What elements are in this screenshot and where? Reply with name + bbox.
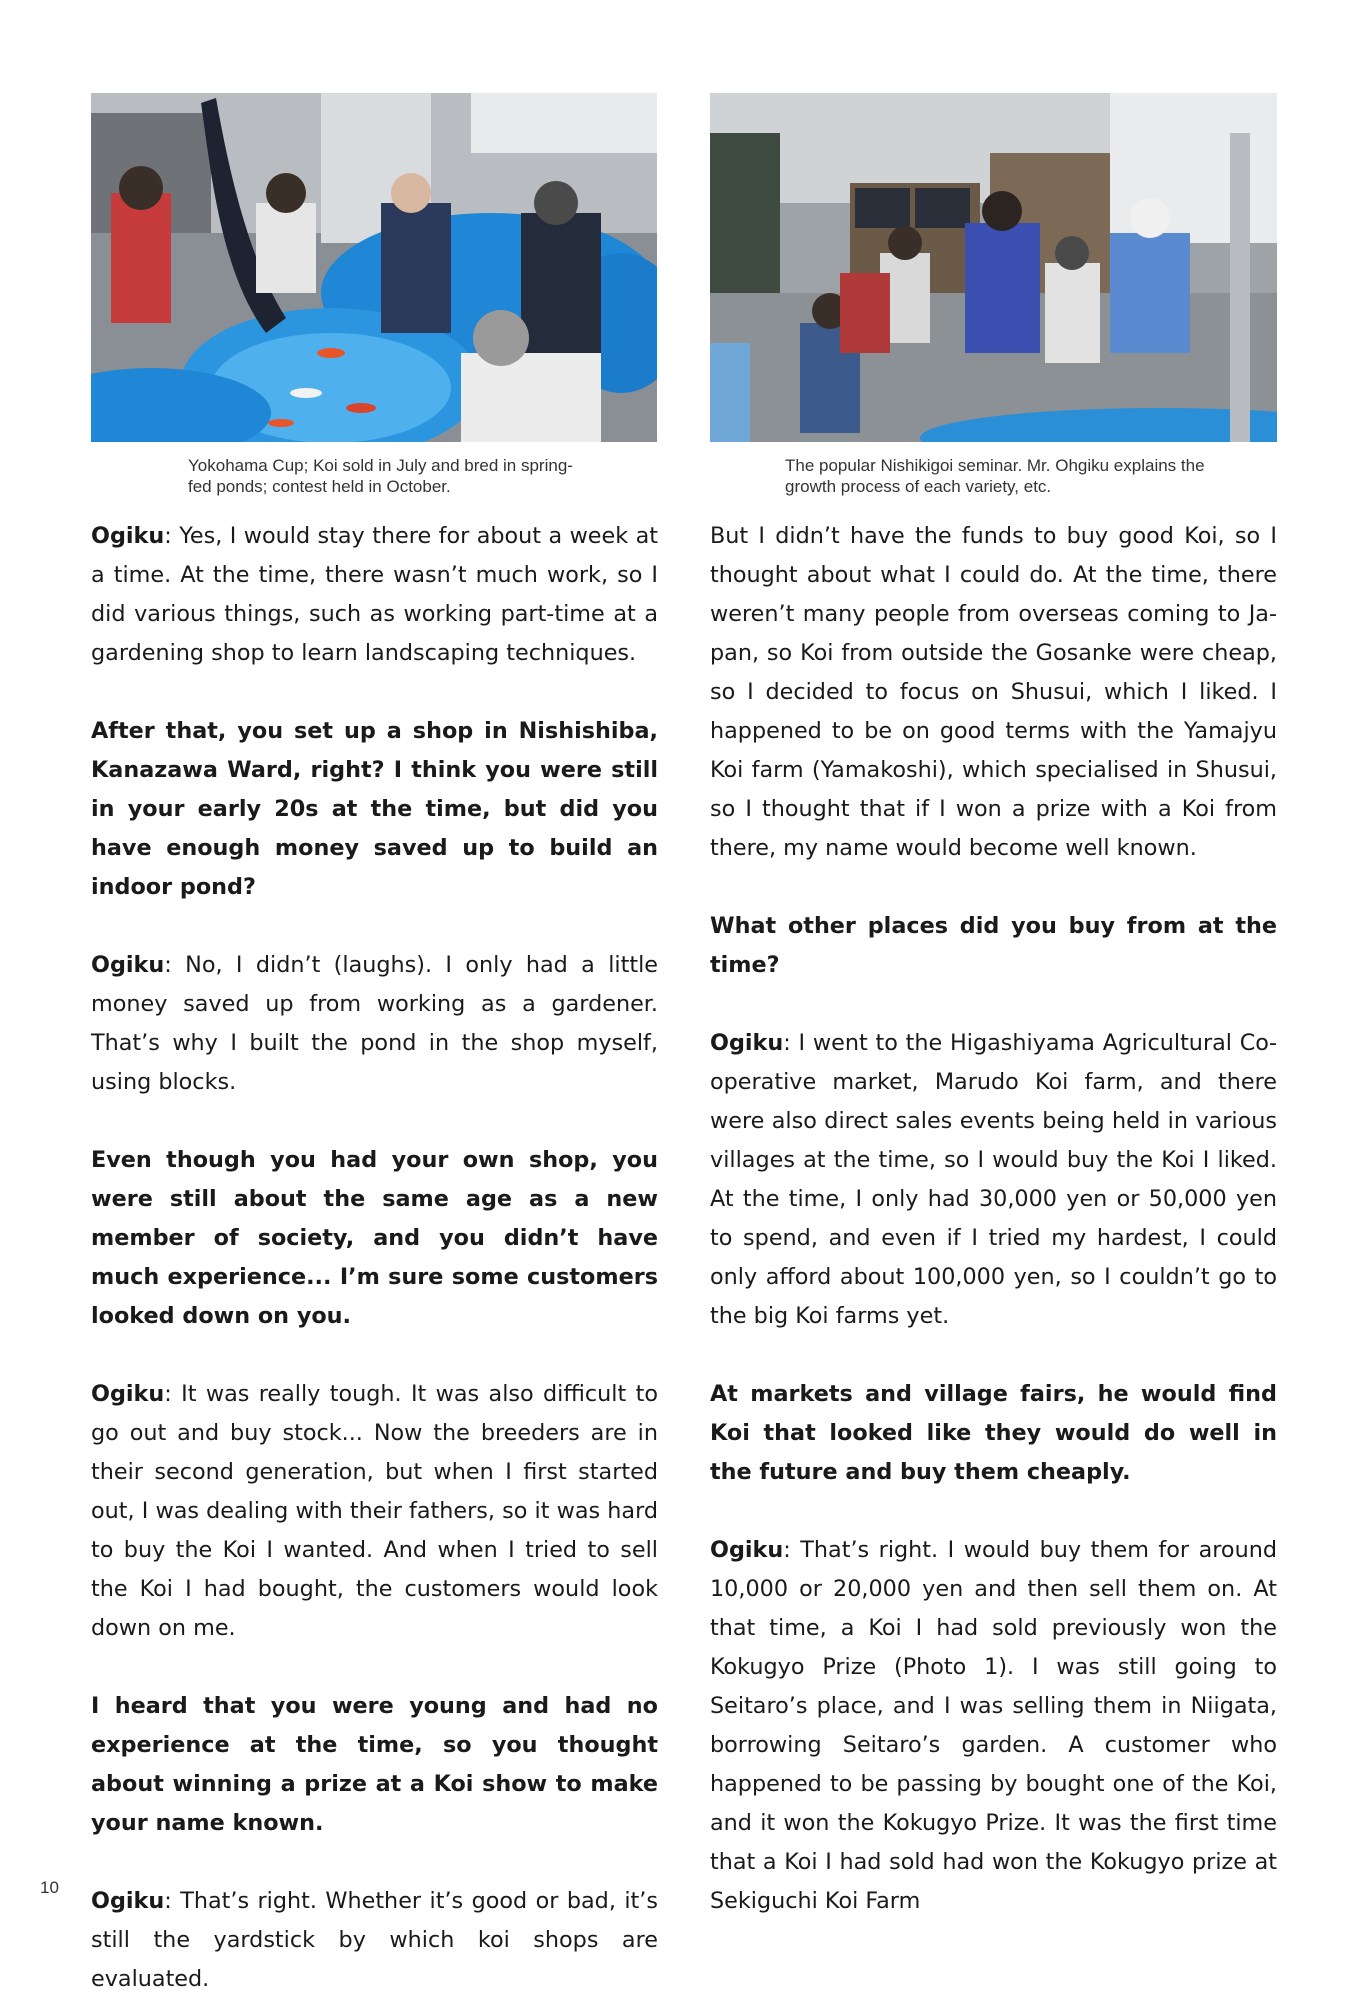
- interviewer-question: Even though you had your own shop, you were still about the same age as a new member of society, and you didn’t have much experience... I’m sure some customers looked down on you.: [91, 1147, 658, 1329]
- interviewer-question: At markets and village fairs, he would find Koi that looked like they would do well in the future and buy them cheaply.: [710, 1381, 1277, 1485]
- interviewer-question: I heard that you were young and had no experience at the time, so you thought about winning a prize at a Koi show to make your name known.: [91, 1693, 658, 1836]
- article-column-right: [710, 517, 1277, 1921]
- photo-caption-left: Yokohama Cup; Koi sold in July and bred in spring-fed ponds; contest held in October.: [188, 456, 573, 496]
- answer-paragraph: [91, 517, 658, 673]
- interviewer-question: What other places did you buy from at the time?: [710, 913, 1277, 978]
- photo-koi-tanks: [91, 93, 657, 442]
- speaker-label: Ogiku: [91, 952, 165, 978]
- answer-text: : Yes, I would stay there for about a week at a time. At the time, there wasn’t much work, so I did various things, such as working part-time at a gardening shop to learn landscaping techniques.: [91, 523, 658, 666]
- page-number: 10: [40, 1878, 59, 1897]
- answer-paragraph: [710, 1531, 1277, 1921]
- answer-paragraph: [91, 1882, 658, 1999]
- answer-text: : I went to the Higashiyama Agricultural Cooperative market, Marudo Koi farm, and there were also direct sales events being held in various villages at the time, so I would buy the Koi I liked. At the time, I only had 30,000 yen or 50,000 yen to spend, and even if I tried my hardest, I could only afford about 100,000 yen, so I couldn’t go to the big Koi farms yet.: [710, 1030, 1277, 1329]
- body-paragraph: But I didn’t have the funds to buy good Koi, so I thought about what I could do. At the time, there weren’t many people from overseas coming to Japan, so Koi from outside the Gosanke were cheap, so I decided to focus on Shusui, which I liked. I happened to be on good terms with the Yamajyu Koi farm (Yamakoshi), which specialised in Shusui, so I thought that if I won a prize with a Koi from there, my name would become well known.: [710, 523, 1277, 861]
- article-column-left: [91, 517, 658, 1999]
- answer-paragraph: [91, 946, 658, 1102]
- speaker-label: Ogiku: [710, 1537, 784, 1563]
- answer-paragraph: [710, 1024, 1277, 1336]
- speaker-label: Ogiku: [91, 523, 165, 549]
- interviewer-question: After that, you set up a shop in Nishishiba, Kanazawa Ward, right? I think you were still in your early 20s at the time, but did you have enough money saved up to build an indoor pond?: [91, 718, 658, 900]
- photo-seminar: [710, 93, 1277, 442]
- speaker-label: Ogiku: [91, 1888, 165, 1914]
- answer-paragraph: [91, 1375, 658, 1648]
- answer-text: : It was really tough. It was also difficult to go out and buy stock... Now the breeders are in their second generation, but when I first started out, I was dealing with their fathers, so it was hard to buy the Koi I wanted. And when I tried to sell the Koi I had bought, the customers would look down on me.: [91, 1381, 658, 1641]
- seminar-photo-icon: [710, 93, 1277, 442]
- speaker-label: Ogiku: [91, 1381, 165, 1407]
- photo-caption-right: The popular Nishikigoi seminar. Mr. Ohgiku explains the growth process of each variety, etc.: [785, 456, 1205, 496]
- answer-text: : That’s right. I would buy them for around 10,000 or 20,000 yen and then sell them on. At that time, a Koi I had sold previously won the Kokugyo Prize (Photo 1). I was still going to Seitaro’s place, and I was selling them in Niigata, borrowing Seitaro’s garden. A customer who happened to be passing by bought one of the Koi, and it won the Kokugyo Prize. It was the first time that a Koi I had sold had won the Kokugyo prize at Sekiguchi Koi Farm: [710, 1537, 1277, 1914]
- koi-tank-photo-icon: [91, 93, 657, 442]
- speaker-label: Ogiku: [710, 1030, 784, 1056]
- answer-text: : That’s right. Whether it’s good or bad, it’s still the yardstick by which koi shops are evaluated.: [91, 1888, 658, 1992]
- answer-text: : No, I didn’t (laughs). I only had a little money saved up from working as a gardener. That’s why I built the pond in the shop myself, using blocks.: [91, 952, 658, 1095]
